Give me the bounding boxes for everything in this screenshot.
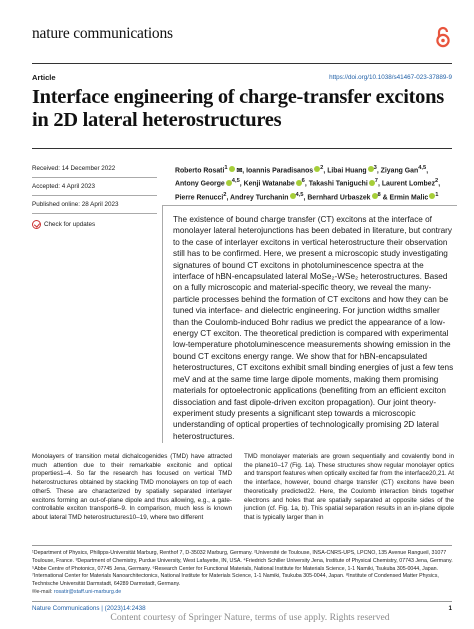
author-name[interactable]: Antony George [175,180,225,188]
author-name[interactable]: Roberto Rosati [175,167,225,175]
author-name[interactable]: , Laurent Lombez [378,180,436,188]
author-name[interactable]: , Libai Huang [323,167,367,175]
watermark: Content courtesy of Springer Nature, terms of use apply. Rights reserved [110,612,390,623]
author-name[interactable]: , Kenji Watanabe [239,180,295,188]
article-title: Interface engineering of charge-transfer excitons in 2D lateral heterostructures [32,86,444,131]
abstract-section [162,205,457,443]
author-name[interactable]: , Ziyang Gan [376,167,419,175]
journal-header [32,23,452,51]
author-name[interactable]: , Takashi Taniguchi [304,180,368,188]
author-name[interactable]: , Ioannis Paradisanos [242,167,314,175]
affiliations-text: ¹Department of Physics, Philipps-Universität Marburg, Renthof 7, D-35032 Marburg, Germany. ²Université de Toulouse, INSA-CNRS-UPS, LPCNO, 135 Avenue Rangueil, 31077 Toulouse, France. ³Department of Chemistry, Purdue University, West Lafayette, IN, USA. ⁴Friedrich Schiller University Jena, Institute of Physical Chemistry, 07743 Jena, Germany. ⁵Abbe Centre of Photonics, 07745 Jena, Germany. ⁶Research Center for Functional Materials, National Institute for Materials Science, 1-1 Namiki, Tsukuba 305-0044, Japan. ⁷International Center for Materials Nanoarchitectonics, National Institute for Materials Science, 1-1 Namiki, Tsukuba 305-0044, Japan. ⁸Institute of Condensed Matter Physics, Technische Universität Darmstadt, 64289 Darmstadt, Germany. [32,550,453,588]
article-dates [32,160,157,229]
doi-link[interactable]: https://doi.org/10.1038/s41467-023-37889-9 [329,74,452,81]
author-name[interactable]: , Andrey Turchanin [226,193,289,201]
accepted-date: Accepted: 4 April 2023 [32,178,157,196]
header-divider [32,63,452,64]
open-access-icon [434,26,452,48]
article-type: Article [32,73,56,82]
orcid-icon[interactable] [229,166,235,172]
journal-name: nature communications [32,25,173,42]
email-line: ✉e-mail: rosatir@staff.uni-marburg.de [32,588,122,595]
author-name[interactable]: Pierre Renucci [175,193,224,201]
check-updates-icon [32,220,41,229]
page-number: 1 [448,605,452,612]
author-list: Roberto Rosati$^1$ ✉, Ioannis Paradisanos $^2$, Libai Huang $^3$, Ziyang Gan$^{4,5}$, Antony George $^{4,5}$, Kenji Watanabe $^6$, Takashi Taniguchi $^7$, Laurent Lombez$^2$, Pierre Renucci$^2$, Andrey Turchanin $^{4,5}$, Bernhard Urbaszek $^8$ & Ermin Malic $^1$ [175,165,441,201]
footnote-divider [32,545,452,546]
check-updates-link[interactable] [32,220,157,229]
affiliations [32,550,454,597]
body-column-left: Monolayers of transition metal dichalcogenides (TMD) have attracted much attention due to their remarkable excitonic and optical properties1–4. So far the research has focused on vertical TMD heterostructures obtained by stacking TMD monolayers on top of each other5. These are characterized by spatially separated interlayer excitons forming an out-of-plane dipole and thus allowing, e.g., a gate-controllable exciton transport6–9. In comparison, much less is known about lateral TMD heterostructures10–19, where two different [32,453,232,521]
author-name[interactable]: & Ermin Malic [380,193,429,201]
citation-footer[interactable]: Nature Communications | (2023)14:2438 [32,605,146,612]
check-updates-label: Check for updates [44,221,96,228]
received-date: Received: 14 December 2022 [32,160,157,178]
body-column-right: TMD monolayer materials are grown sequentially and covalently bond in the plane10–17 (Fig. 1a). These structures show regular monolayer optics and transport features when optically excited far from the interface20,21. At the interface, however, bound charge transfer (CT) excitons have been theoretically predicted22. Here, the Coulomb interaction binds together electrons and holes that are spatially separated at opposite sides of the junction (cf. Fig. 1a, b). This spatial separation results in an in-plane dipole that is typically larger than in [244,453,454,521]
author-name[interactable]: , Bernhard Urbaszek [303,193,371,201]
published-date: Published online: 28 April 2023 [32,196,157,214]
email-link[interactable]: rosatir@staff.uni-marburg.de [53,588,122,595]
abstract-text: The existence of bound charge transfer (CT) excitons at the interface of monolayer lateral heterojunctions has been debated in literature, but contrary to the case of interlayer excitons in vertical heterostructure their observation still has to be confirmed. Here, we present a microscopic study investigating signatures of bound CT excitons in photoluminescence spectra at the interface of hBN-encapsulated lateral MoSe₂-WSe₂ heterostructures. Based on a fully microscopic and material-specific theory, we reveal the many-particle processes behind the formation of CT excitons and how they can be tuned via interface- and dielectric engineering. For junction widths smaller than the Coulomb-induced Bohr radius we predict the appearance of a low-energy CT exciton. The theoretical prediction is compared with experimental low-temperature photoluminescence measurements showing emission in the bound CT excitons energy range. We show that for hBN-encapsulated heterostructures, CT excitons exhibit small binding energies of just a few tens meV and at the same time large dipole moments, making them promising materials for optoelectronic applications (benefiting from an efficient exciton dissociation and fast dipole-driven exciton propagation). Our joint theory-experiment study presents a significant step towards a microscopic understanding of optical properties of technologically promising 2D lateral heterostructures. [173,215,454,441]
footer-divider [32,601,452,602]
title-divider [32,148,452,149]
